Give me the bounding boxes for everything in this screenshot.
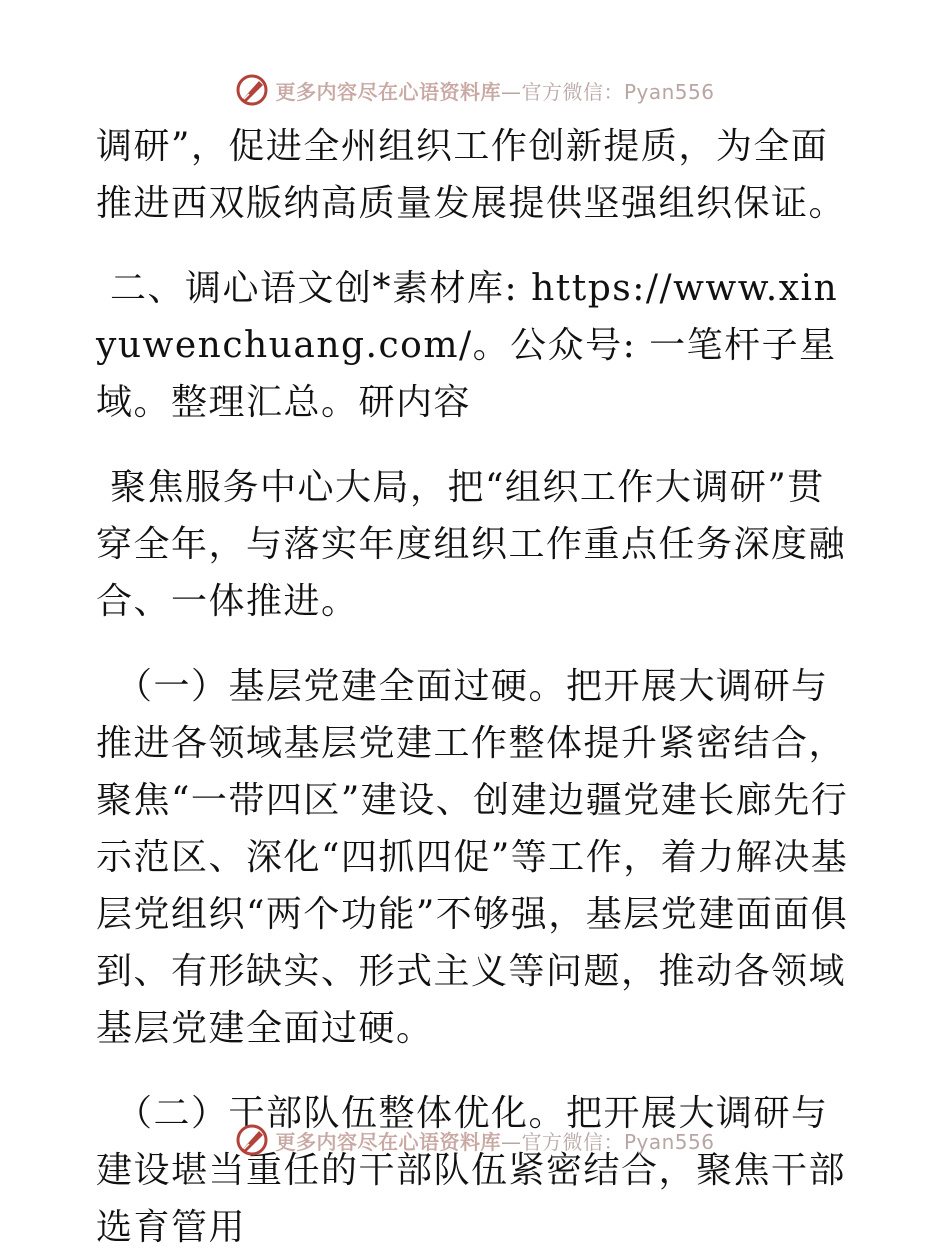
paragraph-1: 调研”，促进全州组织工作创新提质，为全面推进西双版纳高质量发展提供坚强组织保证。 xyxy=(96,126,847,224)
watermark-main-text: 更多内容尽在心语资料库 xyxy=(275,79,501,104)
paragraph-2: 二、调心语文创*素材库: https://www.xinyuwenchuang.com/。公众号: 一笔杆子星域。整理汇总。研内容 xyxy=(96,268,839,423)
watermark-sub-text: —官方微信：Pyan556 xyxy=(500,79,715,104)
paragraph-3: 聚焦服务中心大局，把“组织工作大调研”贯穿全年，与落实年度组织工作重点任务深度融合、一体推进。 xyxy=(96,467,847,622)
page-footer-watermark xyxy=(0,1118,950,1162)
feather-pen-circle-icon xyxy=(235,73,269,107)
watermark-text xyxy=(275,1126,714,1155)
document-body xyxy=(96,118,856,1256)
watermark-main-text: 更多内容尽在心语资料库 xyxy=(275,1129,501,1154)
feather-pen-circle-icon xyxy=(235,1123,269,1157)
watermark xyxy=(235,1123,714,1157)
page-header-watermark xyxy=(0,68,950,112)
paragraph-4: （一）基层党建全面过硬。把开展大调研与推进各领域基层党建工作整体提升紧密结合，聚焦“一带四区”建设、创建边疆党建长廊先行示范区、深化“四抓四促”等工作，着力解决基层党组织“两个功能”不够强，基层党建面面俱到、有形缺实、形式主义等问题，推动各领域基层党建全面过硬。 xyxy=(96,666,849,1049)
watermark-text xyxy=(275,76,714,105)
watermark xyxy=(235,73,714,107)
paragraph-5: （二）干部队伍整体优化。把开展大调研与建设堪当重任的干部队伍紧密结合，聚焦干部选育管用 xyxy=(96,1093,847,1248)
watermark-sub-text: —官方微信：Pyan556 xyxy=(500,1129,715,1154)
